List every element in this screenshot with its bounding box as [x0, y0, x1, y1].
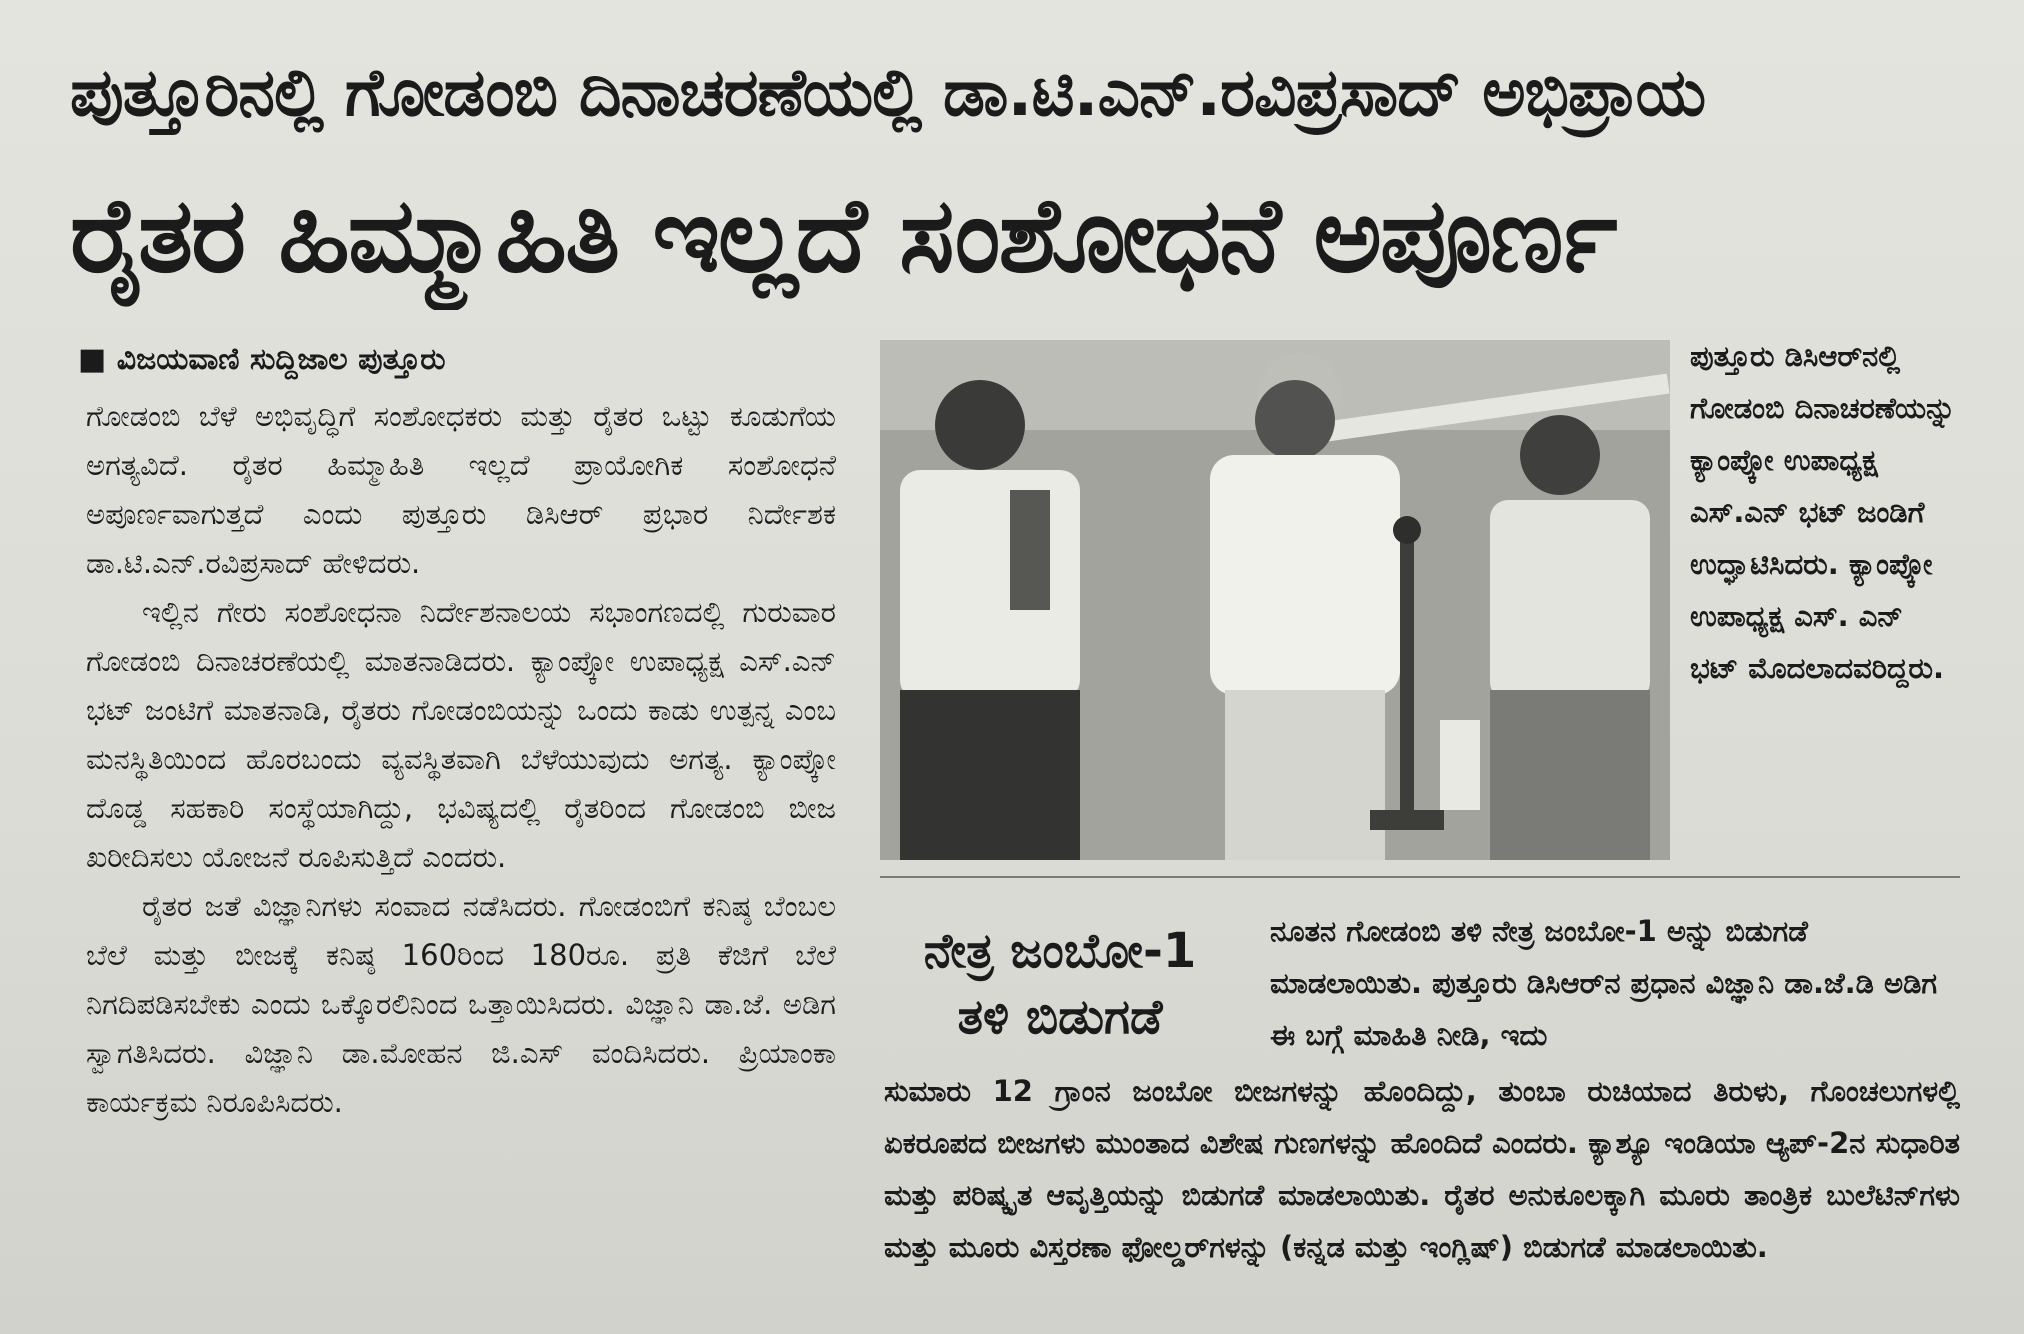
article-paragraph-2: ಇಲ್ಲಿನ ಗೇರು ಸಂಶೋಧನಾ ನಿರ್ದೇಶನಾಲಯ ಸಭಾಂಗಣದಲ್ಲಿ ಗುರುವಾರ ಗೋಡಂಬಿ ದಿನಾಚರಣೆಯಲ್ಲಿ ಮಾತನಾಡಿದರು. ಕ್ಯಾಂಪ್ಕೋ ಉಪಾಧ್ಯಕ್ಷ ಎಸ್.ಎನ್ ಭಟ್ ಜಂಟಿಗೆ ಮಾತನಾಡಿ, ರೈತರು ಗೋಡಂಬಿಯನ್ನು ಒಂದು ಕಾಡು ಉತ್ಪನ್ನ ಎಂಬ ಮನಸ್ಥಿತಿಯಿಂದ ಹೊರಬಂದು ವ್ಯವಸ್ಥಿತವಾಗಿ ಬೆಳೆಯುವುದು ಅಗತ್ಯ. ಕ್ಯಾಂಪ್ಕೋ ದೊಡ್ಡ ಸಹಕಾರಿ ಸಂಸ್ಥೆಯಾಗಿದ್ದು, ಭವಿಷ್ಯದಲ್ಲಿ ರೈತರಿಂದ ಗೋಡಂಬಿ ಬೀಜ ಖರೀದಿಸಲು ಯೋಜನೆ ರೂಪಿಸುತ್ತಿದೆ ಎಂದರು. — [86, 595, 836, 874]
article-body — [86, 392, 836, 1302]
article-headline: ರೈತರ ಹಿಮ್ಮಾಹಿತಿ ಇಲ್ಲದೆ ಸಂಶೋಧನೆ ಅಪೂರ್ಣ — [70, 174, 1616, 296]
article-paragraph-1: ಗೋಡಂಬಿ ಬೆಳೆ ಅಭಿವೃದ್ಧಿಗೆ ಸಂಶೋಧಕರು ಮತ್ತು ರೈತರ ಒಟ್ಟು ಕೂಡುಗೆಯ ಅಗತ್ಯವಿದೆ. ರೈತರ ಹಿಮ್ಮಾಹಿತಿ ಇಲ್ಲದೆ ಪ್ರಾಯೋಗಿಕ ಸಂಶೋಧನೆ ಅಪೂರ್ಣವಾಗುತ್ತದೆ ಎಂದು ಪುತ್ತೂರು ಡಿಸಿಆರ್ ಪ್ರಭಾರ ನಿರ್ದೇಶಕ ಡಾ.ಟಿ.ಎನ್.ರವಿಪ್ರಸಾದ್ ಹೇಳಿದರು. — [86, 399, 836, 580]
photo-caption: ಪುತ್ತೂರು ಡಿಸಿಆರ್‌ನಲ್ಲಿ ಗೋಡಂಬಿ ದಿನಾಚರಣೆಯನ್ನು ಕ್ಯಾಂಪ್ಕೋ ಉಪಾಧ್ಯಕ್ಷ ಎಸ್.ಎನ್ ಭಟ್ ಜಂಡಿಗೆ ಉದ್ಘಾಟಿಸಿದರು. ಕ್ಯಾಂಪ್ಕೋ ಉಪಾಧ್ಯಕ್ಷ ಎಸ್. ಎನ್ ಭಟ್ ಮೊದಲಾದವರಿದ್ದರು. — [1690, 339, 1956, 685]
sidebar-headline: ನೇತ್ರ ಜಂಬೋ-1 ತಳಿ ಬಿಡುಗಡೆ — [923, 923, 1197, 1045]
article-dateline: ■ ವಿಜಯವಾಣಿ ಸುದ್ದಿಜಾಲ ಪುತ್ತೂರು — [78, 342, 446, 377]
sidebar-body-bottom: ಸುಮಾರು 12 ಗ್ರಾಂನ ಜಂಬೋ ಬೀಜಗಳನ್ನು ಹೊಂದಿದ್ದು, ತುಂಬಾ ರುಚಿಯಾದ ತಿರುಳು, ಗೊಂಚಲುಗಳಲ್ಲಿ ಏಕರೂಪದ ಬೀಜಗಳು ಮುಂತಾದ ವಿಶೇಷ ಗುಣಗಳನ್ನು ಹೊಂದಿದೆ ಎಂದರು. ಕ್ಯಾಶ್ಯೂ ಇಂಡಿಯಾ ಆ್ಯಪ್-2ನ ಸುಧಾರಿತ ಮತ್ತು ಪರಿಷ್ಕೃತ ಆವೃತ್ತಿಯನ್ನು ಬಿಡುಗಡೆ ಮಾಡಲಾಯಿತು. ರೈತರ ಅನುಕೂಲಕ್ಕಾಗಿ ಮೂರು ತಾಂತ್ರಿಕ ಬುಲೆಟಿನ್‌ಗಳು ಮತ್ತು ಮೂರು ವಿಸ್ತರಣಾ ಫೋಲ್ಡರ್‌ಗಳನ್ನು (ಕನ್ನಡ ಮತ್ತು ಇಂಗ್ಲಿಷ್) ಬಿಡುಗಡೆ ಮಾಡಲಾಯಿತು. — [884, 1074, 1960, 1264]
article-photo — [880, 340, 1670, 860]
sidebar-body-top: ನೂತನ ಗೋಡಂಬಿ ತಳಿ ನೇತ್ರ ಜಂಬೋ-1 ಅನ್ನು ಬಿಡುಗಡೆ ಮಾಡಲಾಯಿತು. ಪುತ್ತೂರು ಡಿಸಿಆರ್‌ನ ಪ್ರಧಾನ ವಿಜ್ಞಾನಿ ಡಾ.ಜೆ.ಡಿ ಅಡಿಗ ಈ ಬಗ್ಗೆ ಮಾಹಿತಿ ನೀಡಿ, ಇದು — [1270, 914, 1938, 1052]
section-divider — [880, 876, 1960, 878]
article-paragraph-3: ರೈತರ ಜತೆ ವಿಜ್ಞಾನಿಗಳು ಸಂವಾದ ನಡೆಸಿದರು. ಗೋಡಂಬಿಗೆ ಕನಿಷ್ಠ ಬೆಂಬಲ ಬೆಲೆ ಮತ್ತು ಬೀಜಕ್ಕೆ ಕನಿಷ್ಠ 160ರಿಂದ 180ರೂ. ಪ್ರತಿ ಕೆಜಿಗೆ ಬೆಲೆ ನಿಗದಿಪಡಿಸಬೇಕು ಎಂದು ಒಕ್ಕೊರಲಿನಿಂದ ಒತ್ತಾಯಿಸಿದರು. ವಿಜ್ಞಾನಿ ಡಾ.ಜೆ. ಅಡಿಗ ಸ್ವಾಗತಿಸಿದರು. ವಿಜ್ಞಾನಿ ಡಾ.ಮೋಹನ ಜಿ.ಎಸ್ ವಂದಿಸಿದರು. ಪ್ರಿಯಾಂಕಾ ಕಾರ್ಯಕ್ರಮ ನಿರೂಪಿಸಿದರು. — [86, 889, 836, 1119]
article-kicker: ಪುತ್ತೂರಿನಲ್ಲಿ ಗೋಡಂಬಿ ದಿನಾಚರಣೆಯಲ್ಲಿ ಡಾ.ಟಿ.ಎನ್.ರವಿಪ್ರಸಾದ್ ಅಭಿಪ್ರಾಯ — [70, 54, 1706, 131]
